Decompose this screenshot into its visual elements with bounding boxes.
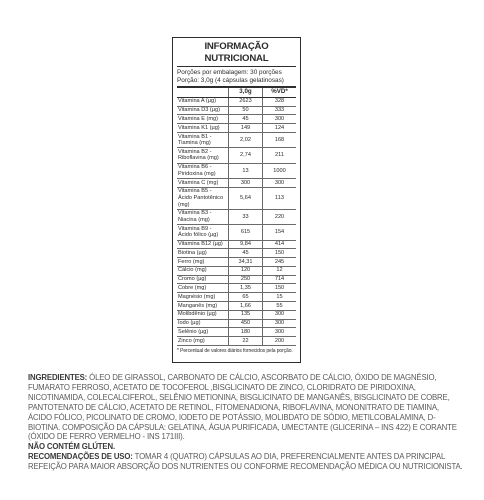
table-row: [177, 132, 296, 147]
nutrient-amount: 450: [229, 319, 263, 328]
table-row: [177, 124, 296, 133]
nutrient-name: Vitamina E (mg): [177, 115, 229, 124]
nutrient-name: Vitamina D3 (µg): [177, 106, 229, 115]
nutrient-name: Vitamina A (µg): [177, 97, 229, 106]
nutrient-vd: 333: [263, 106, 297, 115]
nutrient-amount: 300: [229, 179, 263, 188]
nutrient-amount: 22: [229, 337, 263, 346]
nutrient-name: Vitamina K1 (µg): [177, 124, 229, 133]
nutrient-vd: 12: [263, 266, 297, 275]
serving-size: Porção: 3,0g (4 cápsulas gelatinosas): [177, 77, 296, 89]
nutrient-vd: 124: [263, 124, 297, 133]
table-row: [177, 179, 296, 188]
table-row: [177, 97, 296, 106]
nutrient-name: Cálcio (mg): [177, 266, 229, 275]
table-row: [177, 266, 296, 275]
nutrient-vd: 714: [263, 275, 297, 284]
nutrient-vd: 154: [263, 225, 297, 240]
table-row: [177, 209, 296, 224]
nutrient-vd: 328: [263, 97, 297, 106]
nutrient-amount: 13: [229, 163, 263, 178]
nutrient-vd: 150: [263, 284, 297, 293]
nutrient-name: Vitamina B5 - Ácido Pantotênico (mg): [177, 187, 229, 209]
nutrient-vd: 414: [263, 240, 297, 249]
table-row: [177, 249, 296, 258]
nutrient-name: Zinco (mg): [177, 337, 229, 346]
label-text-block: [28, 373, 464, 472]
header-amount: 3,0g: [229, 88, 263, 97]
nutrient-name: Cobre (mg): [177, 284, 229, 293]
header-vd: %VD*: [263, 88, 297, 97]
nutrient-vd: 200: [263, 337, 297, 346]
table-row: [177, 275, 296, 284]
table-row: [177, 293, 296, 302]
nutrient-vd: 168: [263, 132, 297, 147]
table-header-row: [177, 88, 296, 97]
nutrient-amount: 120: [229, 266, 263, 275]
nutrient-vd: 1000: [263, 163, 297, 178]
nutrient-name: Vitamina B1 - Tiamina (mg): [177, 132, 229, 147]
nutrient-amount: 2,74: [229, 148, 263, 163]
usage-label: RECOMENDAÇÕES DE USO:: [28, 452, 133, 462]
nutrient-vd: 300: [263, 319, 297, 328]
nutrient-amount: 2623: [229, 97, 263, 106]
nutrient-name: Cromo (µg): [177, 275, 229, 284]
nutrient-amount: 33: [229, 209, 263, 224]
nutrient-name: Magnésio (mg): [177, 293, 229, 302]
nutrition-table: [177, 88, 296, 346]
table-row: [177, 310, 296, 319]
nutrient-name: Manganês (mg): [177, 302, 229, 311]
nutrient-amount: 50: [229, 106, 263, 115]
nutrient-vd: 300: [263, 310, 297, 319]
usage-text: TOMAR 4 (QUATRO) CÁPSULAS AO DIA, PREFERENCIALMENTE ANTES DA PRINCIPAL REFEIÇÃO PARA MAIOR ABSORÇÃO DOS NUTRIENTES OU CONFORME RECOMENDAÇÃO MÉDICA OU NUTRICIONISTA.: [28, 452, 463, 472]
nutrient-amount: 1,35: [229, 284, 263, 293]
nutrient-name: Biotina (µg): [177, 249, 229, 258]
nutrient-name: Vitamina B2 - Riboflavina (mg): [177, 148, 229, 163]
nutrient-amount: 5,64: [229, 187, 263, 209]
nutrient-name: Vitamina B3 - Niacina (mg): [177, 209, 229, 224]
nutrient-amount: 135: [229, 310, 263, 319]
nutrient-name: Selênio (µg): [177, 328, 229, 337]
table-row: [177, 302, 296, 311]
ingredients-text: ÓLEO DE GIRASSOL, CARBONATO DE CÁLCIO, ASCORBATO DE CÁLCIO, ÓXIDO DE MAGNÉSIO, FUMARATO FERROSO, ACETATO DE TOCOFEROL ,BISGLICINATO DE ZINCO, CLORIDRATO DE PIRIDOXINA, NICOTINAMIDA, COLECALCIFEROL, SELÊNIO METIONINA, BISGLICINATO DE MANGANÊS, BISGLICINATO DE COBRE, PANTOTENATO DE CÁLCIO, ACETATO DE RETINOL, FITOMENADIONA, RIBOFLAVINA, MONONITRATO DE TIAMINA, ÁCIDO FÓLICO, PICOLINATO DE CROMO, IODETO DE POTÁSSIO, MOLIBDATO DE SÓDIO, METILCOBALAMINA, D-BIOTINA. COMPOSIÇÃO DA CÁPSULA: GELATINA, ÁGUA PURIFICADA, UMECTANTE (GLICERINA – INS 422) E CORANTE (ÓXIDO DE FERRO VERMELHO - INS 171III).: [28, 373, 457, 442]
nutrient-amount: 180: [229, 328, 263, 337]
nutrient-vd: 15: [263, 293, 297, 302]
nutrient-vd: 300: [263, 115, 297, 124]
nutrient-name: Ferro (mg): [177, 258, 229, 267]
nutrient-vd: 150: [263, 249, 297, 258]
gluten-warning: NÃO CONTÉM GLÚTEN.: [28, 442, 115, 452]
nutrient-name: Molibdênio (µg): [177, 310, 229, 319]
nutrient-amount: 615: [229, 225, 263, 240]
nutrient-name: Vitamina B6 - Piridoxina (mg): [177, 163, 229, 178]
nutrient-vd: 55: [263, 302, 297, 311]
table-row: [177, 337, 296, 346]
nutrient-name: Vitamina B9 - Ácido fólico (µg): [177, 225, 229, 240]
table-row: [177, 319, 296, 328]
nutrient-amount: 34,31: [229, 258, 263, 267]
nutrient-vd: 211: [263, 148, 297, 163]
nutrient-vd: 300: [263, 179, 297, 188]
nutrient-amount: 9,84: [229, 240, 263, 249]
servings-per-package: Porções por embalagem: 30 porções: [177, 69, 282, 76]
table-row: [177, 328, 296, 337]
nutrient-amount: 149: [229, 124, 263, 133]
nutrient-amount: 2,02: [229, 132, 263, 147]
ingredients-label: INGREDIENTES:: [28, 373, 88, 382]
nutrient-amount: 45: [229, 249, 263, 258]
table-row: [177, 240, 296, 249]
table-row: [177, 284, 296, 293]
nutrient-amount: 1,66: [229, 302, 263, 311]
table-row: [177, 106, 296, 115]
nutrient-vd: 113: [263, 187, 297, 209]
nutrient-vd: 245: [263, 258, 297, 267]
header-nutrient: [177, 88, 229, 97]
table-row: [177, 148, 296, 163]
ingredients-paragraph: [28, 373, 464, 442]
nutrient-amount: 45: [229, 115, 263, 124]
nutrient-vd: 220: [263, 209, 297, 224]
table-row: [177, 187, 296, 209]
nutrient-name: Vitamina C (mg): [177, 179, 229, 188]
nutrient-name: Iodo (µg): [177, 319, 229, 328]
panel-title: INFORMAÇÃO NUTRICIONAL: [177, 41, 296, 67]
table-row: [177, 258, 296, 267]
footnote: * Percentual de valores diários fornecidos pela porção.: [177, 347, 293, 354]
nutrition-facts-panel: [172, 37, 301, 363]
nutrient-name: Vitamina B12 (µg): [177, 240, 229, 249]
nutrient-amount: 250: [229, 275, 263, 284]
nutrient-amount: 65: [229, 293, 263, 302]
usage-paragraph: [28, 452, 464, 472]
table-row: [177, 163, 296, 178]
table-row: [177, 225, 296, 240]
table-row: [177, 115, 296, 124]
nutrient-vd: 300: [263, 328, 297, 337]
